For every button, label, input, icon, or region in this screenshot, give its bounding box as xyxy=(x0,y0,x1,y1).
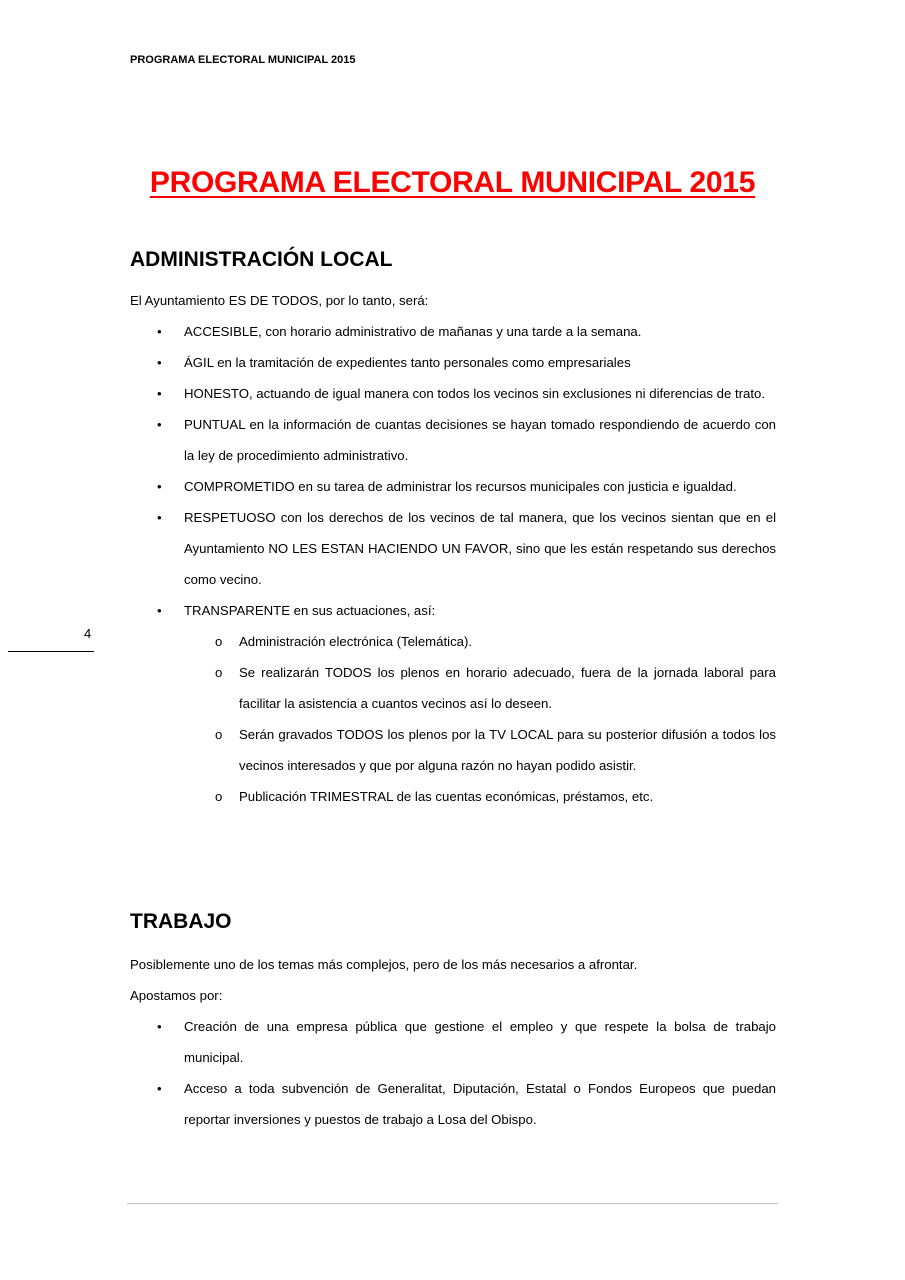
running-header: PROGRAMA ELECTORAL MUNICIPAL 2015 xyxy=(130,54,356,66)
list-item: • ACCESIBLE, con horario administrativo de mañanas y una tarde a la semana. xyxy=(130,316,776,347)
intro-text: Posiblemente uno de los temas más complejos, pero de los más necesarios a afrontar. xyxy=(130,957,638,972)
sub-list-item: o Administración electrónica (Telemática). xyxy=(130,626,776,657)
list-item: • TRANSPARENTE en sus actuaciones, así: xyxy=(130,595,776,626)
sub-list-item: o Serán gravados TODOS los plenos por la TV LOCAL para su posterior difusión a todos los vecinos interesados y que por alguna razón no hayan podido asistir. xyxy=(130,719,776,781)
bullet-list xyxy=(130,316,776,812)
section-heading-trabajo: TRABAJO xyxy=(130,910,232,933)
list-item: • Creación de una empresa pública que gestione el empleo y que respete la bolsa de trabajo municipal. xyxy=(130,1011,776,1073)
section-body-administracion xyxy=(130,285,776,812)
sub-list-item: o Publicación TRIMESTRAL de las cuentas económicas, préstamos, etc. xyxy=(130,781,776,812)
intro-text: Apostamos por: xyxy=(130,988,223,1003)
footer-rule xyxy=(127,1203,778,1204)
list-item: • COMPROMETIDO en su tarea de administrar los recursos municipales con justicia e igualdad. xyxy=(130,471,776,502)
list-item: • RESPETUOSO con los derechos de los vecinos de tal manera, que los vecinos sientan que en el Ayuntamiento NO LES ESTAN HACIENDO UN FAVOR, sino que les están respetando sus derechos como vecino. xyxy=(130,502,776,595)
intro-text: El Ayuntamiento ES DE TODOS, por lo tanto, será: xyxy=(130,293,429,308)
section-heading-administracion: ADMINISTRACIÓN LOCAL xyxy=(130,248,393,271)
page-number: 4 xyxy=(84,626,92,641)
page-number-rule xyxy=(8,651,94,652)
document-title: PROGRAMA ELECTORAL MUNICIPAL 2015 xyxy=(149,166,756,199)
bullet-list xyxy=(130,1011,776,1135)
list-item: • Acceso a toda subvención de Generalitat, Diputación, Estatal o Fondos Europeos que puedan reportar inversiones y puestos de trabajo a Losa del Obispo. xyxy=(130,1073,776,1135)
section-body-trabajo xyxy=(130,949,776,1135)
list-item: • HONESTO, actuando de igual manera con todos los vecinos sin exclusiones ni diferencias de trato. xyxy=(130,378,776,409)
sub-list-item: o Se realizarán TODOS los plenos en horario adecuado, fuera de la jornada laboral para facilitar la asistencia a cuantos vecinos así lo deseen. xyxy=(130,657,776,719)
list-item: • ÁGIL en la tramitación de expedientes tanto personales como empresariales xyxy=(130,347,776,378)
list-item: • PUNTUAL en la información de cuantas decisiones se hayan tomado respondiendo de acuerdo con la ley de procedimiento administrativo. xyxy=(130,409,776,471)
